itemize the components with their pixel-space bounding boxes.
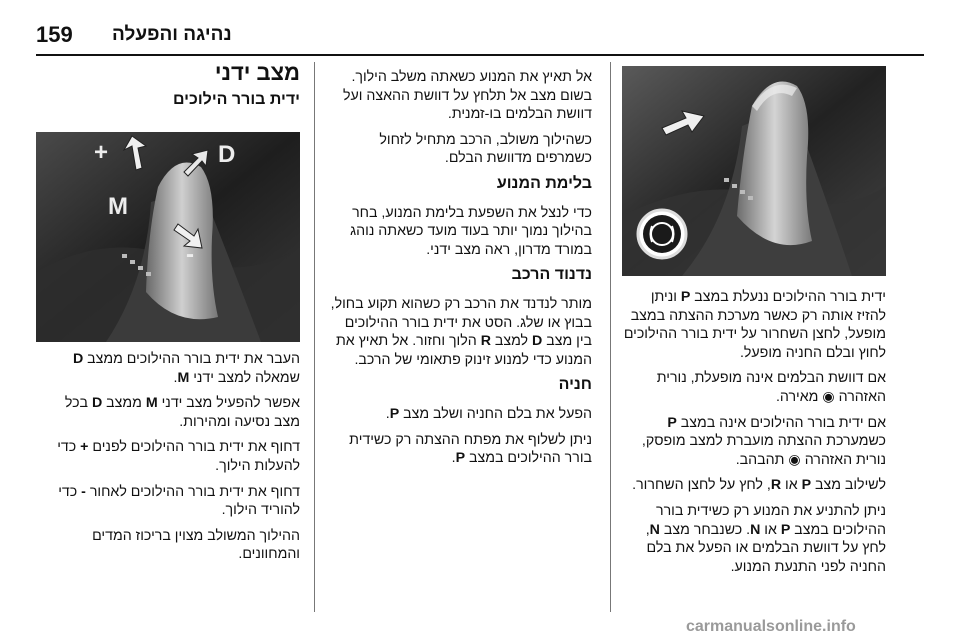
left-column <box>36 350 300 571</box>
manual-mode-heading: מצב ידני <box>214 60 300 85</box>
engine-start-paragraph: ניתן להתניע את המנוע רק כשידית בורר ההילוכים במצב P או N. כשנבחר מצב N, לחץ על דוושת הבלמים או הפעל את בלם החניה לפני התנעת המנוע. <box>645 502 886 575</box>
gear-indicator-paragraph: ההילוך המשולב מצוין בריכוז המדים והמחוונים. <box>92 527 300 563</box>
upshift-paragraph: דחוף את ידית בורר ההילוכים לפנים + כדי להעלות הילוך. <box>57 439 300 474</box>
right-column <box>622 288 886 583</box>
page-header <box>0 0 960 54</box>
svg-text:-: - <box>186 241 194 268</box>
no-accelerate-paragraph: אל תאיץ את המנוע כשאתה משלב הילוך. בשום מצב אל תלחץ על דוושת ההאצה ועל דוושת הבלמים בו-זמנית. <box>342 69 592 123</box>
ignition-off-paragraph: אם ידית בורר ההילוכים אינה במצב P כשמערכת ההצתה מועברת למצב מופסק, נורית האזהרה ◉ תהבהב. <box>641 414 886 468</box>
figure-gear-lever-manual <box>36 132 300 342</box>
figure-label-d: D <box>218 141 236 168</box>
manual-any-speed-paragraph: אפשר להפעיל מצב ידני M ממצב D בכל מצב נסיעה ומהירות. <box>64 395 300 430</box>
header-rule <box>36 54 924 56</box>
page-number: 159 <box>36 22 73 47</box>
figure-label-m: M <box>108 193 128 220</box>
move-to-manual-paragraph: העבר את ידית בורר ההילוכים ממצב D שמאלה למצב ידני M. <box>72 351 300 386</box>
rocking-paragraph: מותר לנדנד את הרכב רק כשהוא תקוע בחול, בבוץ או שלג. הסט את ידית בורר ההילוכים בין מצב D למצב R הלוך וחזור. אל תאיץ את המנוע כדי למנוע זינוק פתאומי של הרכב. <box>330 295 592 368</box>
parking-paragraph: הפעל את בלם החניה ושלב מצב P. <box>385 405 592 422</box>
creep-paragraph: כשהילוך משולב, הרכב מתחיל לזחול כשמרפים מדוושת הבלם. <box>379 131 592 167</box>
rocking-heading: נדנוד הרכב <box>511 266 592 284</box>
engine-brake-heading: בלימת המנוע <box>496 174 592 192</box>
column-divider-right <box>610 62 611 612</box>
chapter-title: נהיגה והפעלה <box>112 24 232 45</box>
figure-gear-lever-park <box>622 66 886 276</box>
downshift-paragraph: דחוף את ידית בורר ההילוכים לאחור - כדי להוריד הילוך. <box>58 483 300 519</box>
column-divider-left <box>314 62 315 612</box>
lever-lock-paragraph: ידית בורר ההילוכים ננעלת במצב P וניתן להזיז אותה רק כאשר מערכת ההצתה במצב מופעל, לחצן השחרור על ידית בורר ההילוכים לחוץ ובלם החניה מופעל. <box>623 289 886 361</box>
gear-lever-heading: ידית בורר הילוכים <box>172 90 300 108</box>
release-button-paragraph: לשילוב מצב P או R, לחץ על לחצן השחרור. <box>632 477 886 494</box>
watermark: carmanualsonline.info <box>686 618 856 635</box>
engine-brake-paragraph: כדי לנצל את השפעת בלימת המנוע, בחר בהילוך נמוך יותר בעוד מועד כשאתה נוהג במורד מדרון, ראה מצב ידני. <box>350 204 592 258</box>
brake-warning-paragraph: אם דוושת הבלמים אינה מופעלת, נורית האזהרה ◉ מאירה. <box>656 370 886 405</box>
left-column-headings <box>36 60 300 118</box>
middle-column <box>326 68 592 475</box>
svg-text:+: + <box>94 139 109 166</box>
gear-lever-park-illustration <box>622 66 886 276</box>
key-removal-paragraph: ניתן לשלוף את מפתח ההצתה רק כשידית בורר ההילוכים במצב P. <box>349 431 592 467</box>
gear-lever-manual-illustration <box>36 132 300 342</box>
warning-light-icon: ◉ <box>788 451 801 468</box>
brake-warning-icon: ◉ <box>822 388 835 405</box>
parking-heading: חניה <box>558 376 592 394</box>
